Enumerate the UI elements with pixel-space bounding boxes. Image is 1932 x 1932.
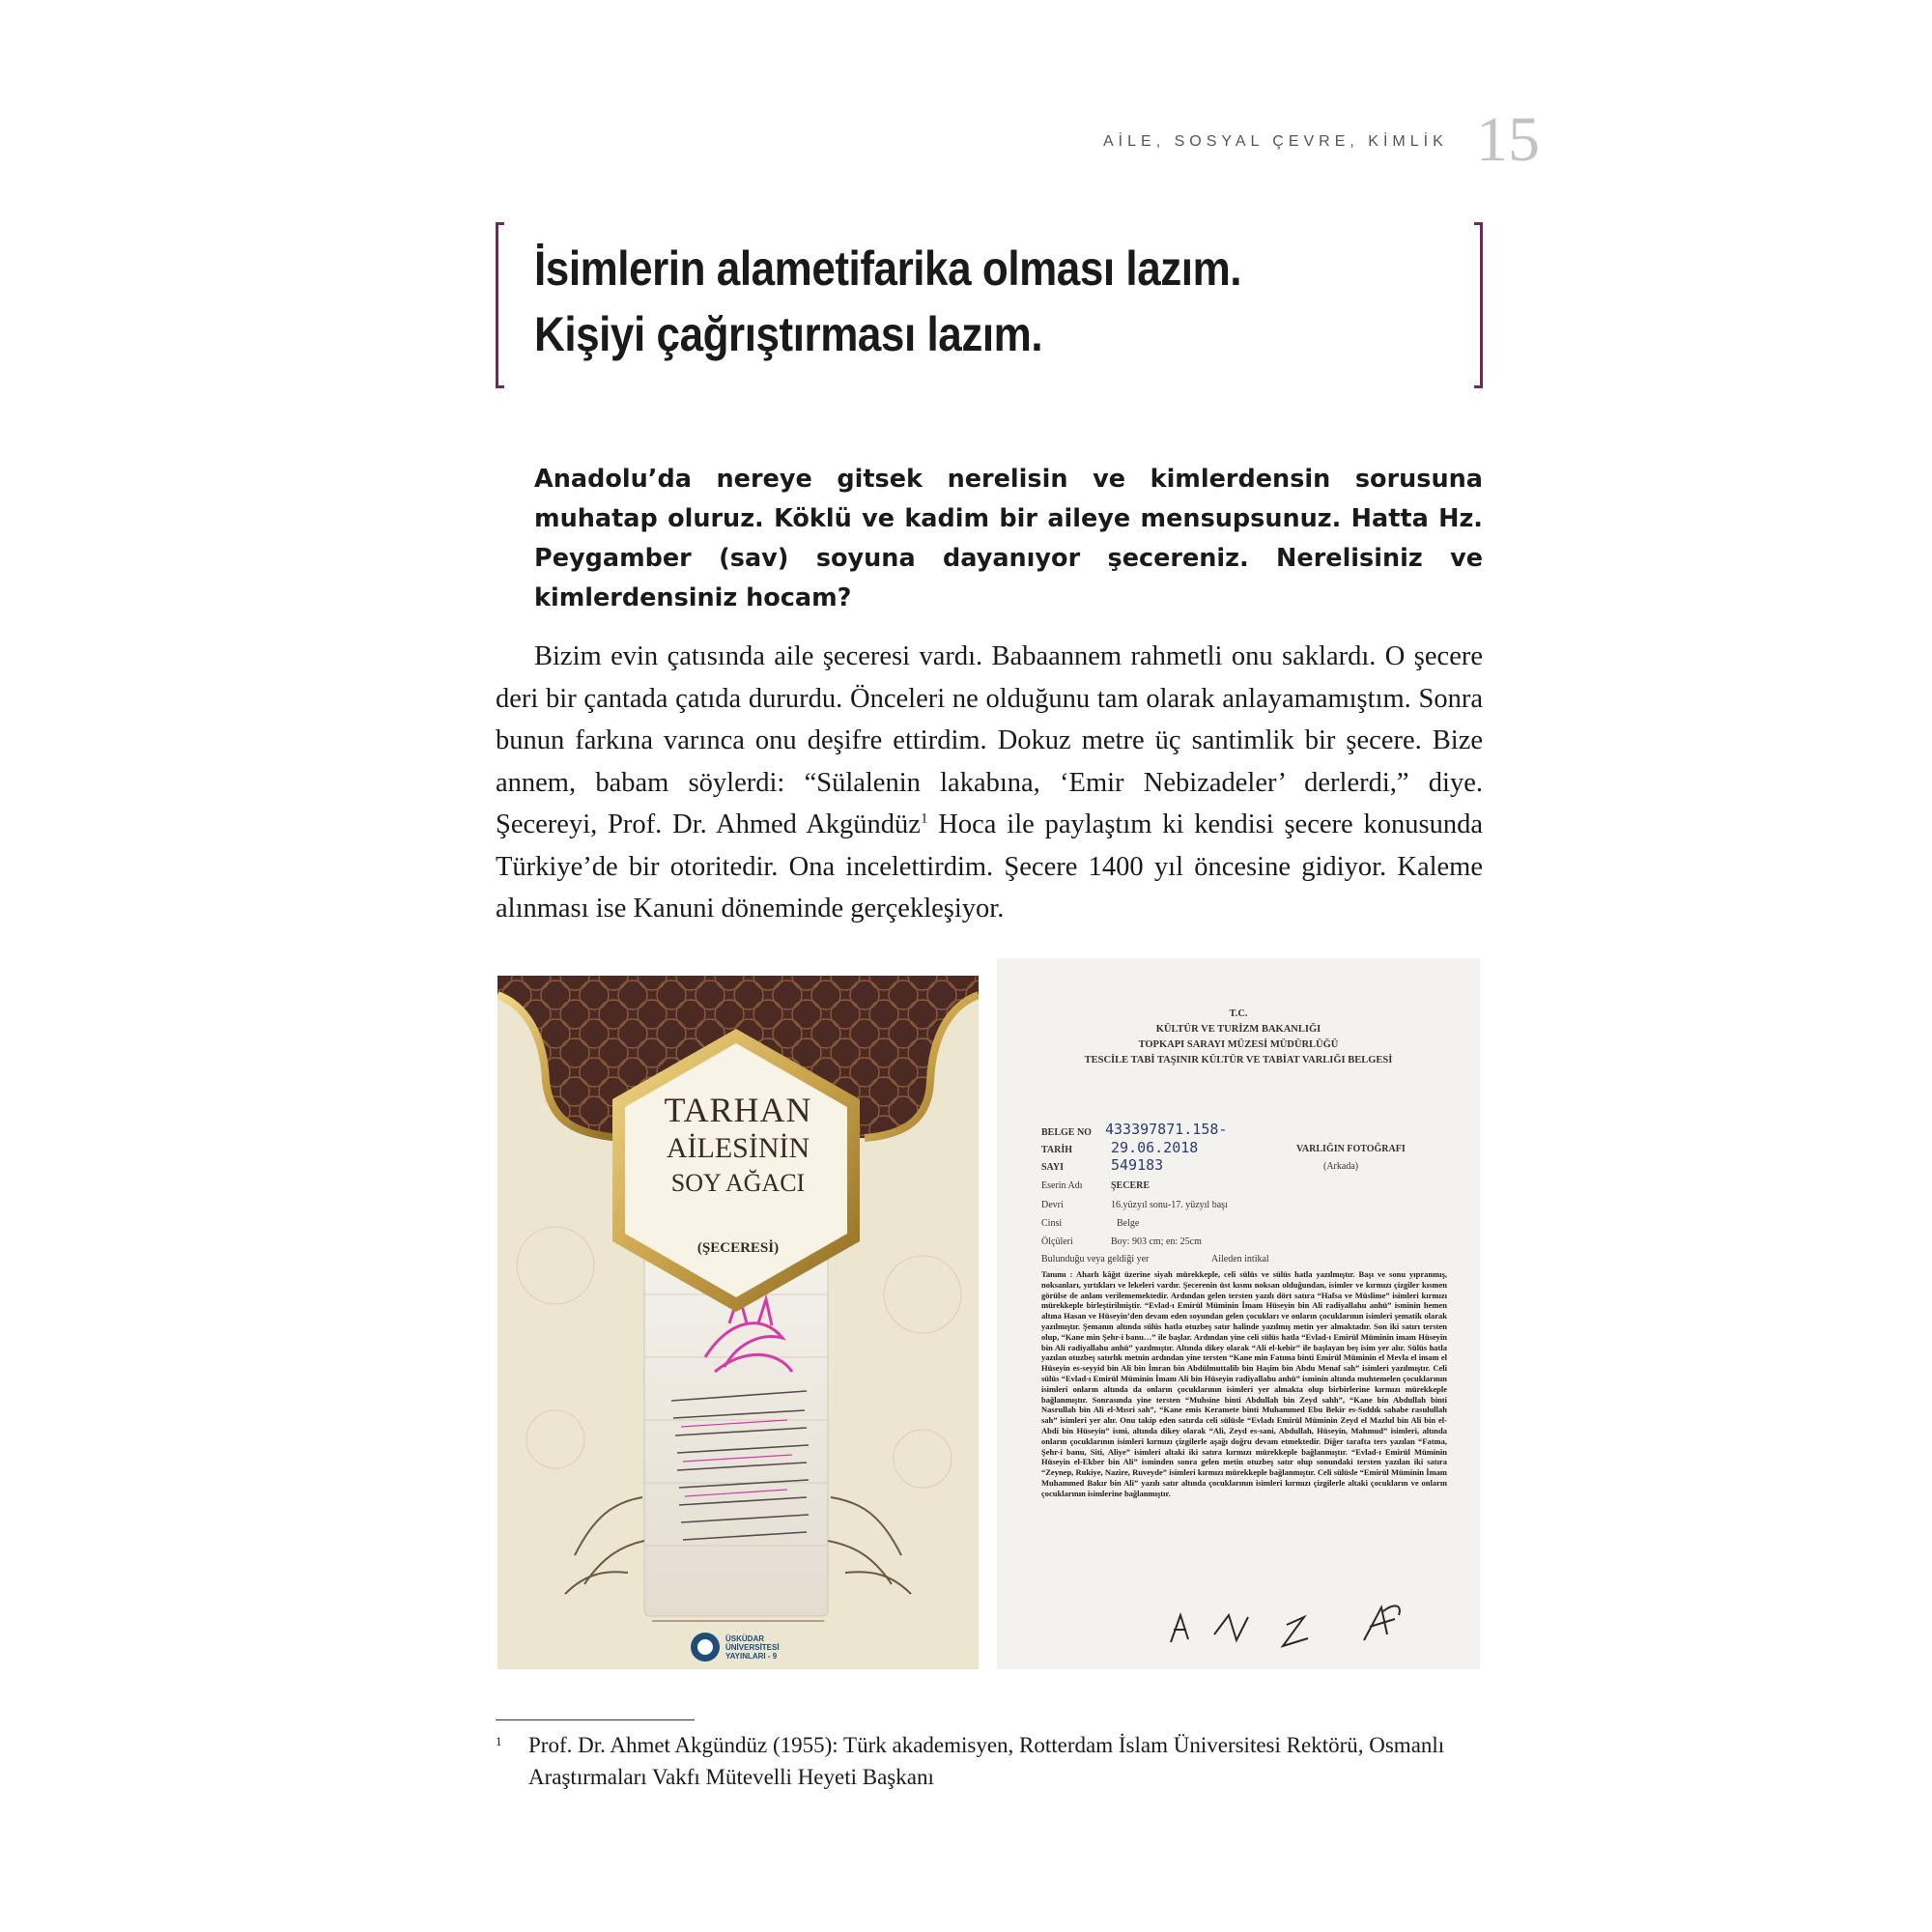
answer-part-1: Bizim evin çatısında aile şeceresi vardı. Babaannem rahmetli onu saklardı. O şecere deri bir çantada çatıda dururdu. Önceleri ne olduğunu tam olarak anlayamamıştım. Sonra bunun farkına varınca onu deşifre ettirdim. Dokuz metre üç santimlik bir şecere. Bize annem, babam söylerdi: “Sülalenin lakabına, ‘Emir Nebizadeler’ derlerdi,” diye. Şecereyi, Prof. Dr. Ahmed Akgündüz	[496, 641, 1483, 839]
field-label-cinsi: Cinsi	[1041, 1218, 1063, 1229]
publisher-line-3: YAYINLARI - 9	[725, 1652, 778, 1661]
field-value-cinsi: Belge	[1117, 1218, 1140, 1229]
field-value-olculeri: Boy: 903 cm; en: 25cm	[1111, 1236, 1202, 1247]
field-value-bulundugu-yer: Aileden intikal	[1211, 1254, 1269, 1264]
certificate-header-3: TOPKAPI SARAYI MÜZESİ MÜDÜRLÜĞÜ	[1138, 1039, 1339, 1050]
certificate-header-2: KÜLTÜR VE TURİZM BAKANLIĞI	[1155, 1024, 1321, 1035]
publisher-logo-text	[725, 1634, 780, 1661]
field-label-bulundugu-yer: Bulunduğu veya geldiği yer	[1041, 1254, 1150, 1264]
field-label-eser-adi: Eserin Adı	[1041, 1180, 1083, 1191]
book-subtitle: (ŞECERESİ)	[696, 1240, 780, 1256]
pullquote	[496, 222, 1483, 388]
certificate-photo	[997, 958, 1480, 1669]
certificate-header-4: TESCİLE TABİ TAŞINIR KÜLTÜR VE TABİAT VARLIĞI BELGESİ	[1084, 1055, 1393, 1065]
footnote-mark: 1	[496, 1734, 502, 1748]
page-number: 15	[1476, 104, 1540, 175]
footnote-reference[interactable]: 1	[920, 810, 928, 827]
running-head: AİLE, SOSYAL ÇEVRE, KİMLİK	[1103, 133, 1448, 150]
field-value-tarih: 29.06.2018	[1111, 1139, 1199, 1156]
field-label-tarih: TARİH	[1041, 1145, 1073, 1155]
photo-field-label: VARLIĞIN FOTOĞRAFI	[1296, 1144, 1406, 1154]
certificate-description: Tanımı : Aharlı kâğıt üzerine siyah mürekkeple, celi sülüs ve sülüs hatla yazılmıştır. Başı ve sonu yıpranmış, noksanları, yırtıkları ve lekeleri vardır. Şecerenin üst kısmı noksan olduğundan, isimler ve kırmızı çizgiler kısmen görülse de anlam verilememektedir. Ardından gelen tersten yazılı dört satıra “Hafsa ve Müslime” isimleri kırmızı mürekkeple birleştirilmiştir. “Evlad-ı Emirül Müminin İmam Hüseyin bin Ali radiyallahu anhü” isminin hemen altına Hasan ve Hüseyin’den devam eden soyundan gelen çocukları ve onların çocuklarının isimleri şematik olarak yazılmıştır. Şemanın altında sülüs hatla otuzbeş satır halinde yazılmış metin yer almaktadır. Son iki satırı tersten olup, “Kane min Şehr-i banu…” ile başlar. Ardından yine celi sülüs hatla “Evlad-ı Emirül Müminin imam Hüseyin bin Ali radiyallahu anhü” yazılmıştır. Altında dikey olarak “Ali el-kebir” ile başlayan beş isim yer alır. Sülüs hatla yazılan otuzbeş satırlık metnin ardından yine tersten “Kane min Fatıma binti Emirül Müminin el Mevla el imam el Hüseyin es-seyyid bin Ali bin İmran bin Abdülmuttalib bin Haşim bin Abdu Menaf sah” isimleri yazılmıştır. Celi sülüs “Evlad-ı Emirül Müminin İmam Ali bin Hüseyin radiyallahu anhü” isminin altında muhtemelen çocuklarının isimleri onların altında da onların çocuklarının isimleri yer almakta olup birbirlerine kırmızı mürekkeple bağlanmıştır. Sonrasında yine tersten “Muhsine binti Abdullah bin Zeyd sahh”, “Kane bin Abdullah binti Nasrullah bin Ali el-Mısri sah”, “Kane emis Keramete binti Muhammed Ebu Bekir es-Sıddık sahabe rasulullah sah” isimleri yer alır. Onu takip eden satırda celi sülüsle “Evladı Emirül Müminin Zeyd el Mazlul bin Ali bin el-Abdi bin Hüseyin” ismi, altında dikey olarak “Ali, Zeyd es-sani, Abdullah, Hüseyin, Mahmud” isimleri, altında onların çocuklarının isimleri kırmızı çizgilerle aşağı doğru devam etmektedir. Diğer tarafta ters yazılan “Fatma, Şehr-i banu, Siti, Aliye” isimleri altaki iki satıra kırmızı mürekkeple bağlanmıştır. “Evlad-ı Emirül Müminin Hüseyin el-Ekber bin Ali” isminden sonra gelen metin otuzbeş satır olup sonundaki tersten yazılan iki satıra “Zeynep, Rukiye, Nazire, Ruveyde” isimleri kırmızı mürekkeple bağlanmıştır. Celi sülüsle “Emirül Müminin İmam Muhammed Bakır bin Ali” yazılı satır altında çocuklarının isimleri kırmızı çizgilerle altaki çocukların ve onların çocuklarının isimlerine bağlanmıştır.	[1041, 1269, 1447, 1498]
pullquote-bracket-left	[496, 222, 504, 388]
field-label-devri: Devri	[1041, 1200, 1064, 1210]
pullquote-text: İsimlerin alametifarika olması lazım. Kişiyi çağrıştırması lazım.	[534, 242, 1242, 361]
footnote	[496, 1729, 1483, 1793]
photo-field-note: (Arkada)	[1323, 1161, 1359, 1172]
field-label-sayi: SAYI	[1041, 1162, 1064, 1173]
field-label-belge-no: BELGE NO	[1041, 1127, 1092, 1138]
footnote-rule	[496, 1719, 695, 1720]
book-title-line-1: TARHAN	[664, 1091, 812, 1129]
book-cover-photo	[497, 976, 979, 1669]
answer-part-2: Hoca ile paylaştım ki kendisi şecere konusunda Türkiye’de bir otoritedir. Ona incelettirdim. Şecere 1400 yıl öncesine gidiyor. Kaleme alınması ise Kanuni döneminde gerçekleşiyor.	[496, 810, 1483, 923]
field-value-eser-adi: ŞECERE	[1111, 1180, 1151, 1191]
book-cover-illustration	[497, 976, 979, 1669]
field-label-olculeri: Ölçüleri	[1041, 1236, 1073, 1247]
field-value-devri: 16.yüzyıl sonu-17. yüzyıl başı	[1111, 1200, 1228, 1210]
signatures	[997, 958, 1480, 1669]
field-value-sayi: 549183	[1111, 1156, 1164, 1174]
interview-question: Anadolu’da nereye gitsek nerelisin ve kimlerdensin sorusuna muhatap oluruz. Köklü ve kadim bir aileye mensupsunuz. Hatta Hz. Peygamber (sav) soyuna dayanıyor şecereniz. Nerelisiniz ve kimlerdensiniz hocam?	[534, 465, 1483, 612]
publisher-line-1: ÜSKÜDAR	[725, 1634, 764, 1643]
certificate-header-1: T.C.	[1229, 1009, 1248, 1019]
book-title-line-2: AİLESİNİN	[666, 1132, 810, 1164]
field-value-belge-no: 433397871.158-	[1105, 1121, 1228, 1138]
footnote-text: Prof. Dr. Ahmet Akgündüz (1955): Türk akademisyen, Rotterdam İslam Üniversitesi Rektörü, Osmanlı Araştırmaları Vakfı Mütevelli Heyeti Başkanı	[528, 1733, 1445, 1789]
pullquote-bracket-right	[1474, 222, 1483, 388]
publisher-line-2: ÜNİVERSİTESİ	[725, 1643, 780, 1652]
interview-answer	[496, 636, 1483, 930]
book-title-line-3: SOY AĞACI	[670, 1169, 806, 1197]
